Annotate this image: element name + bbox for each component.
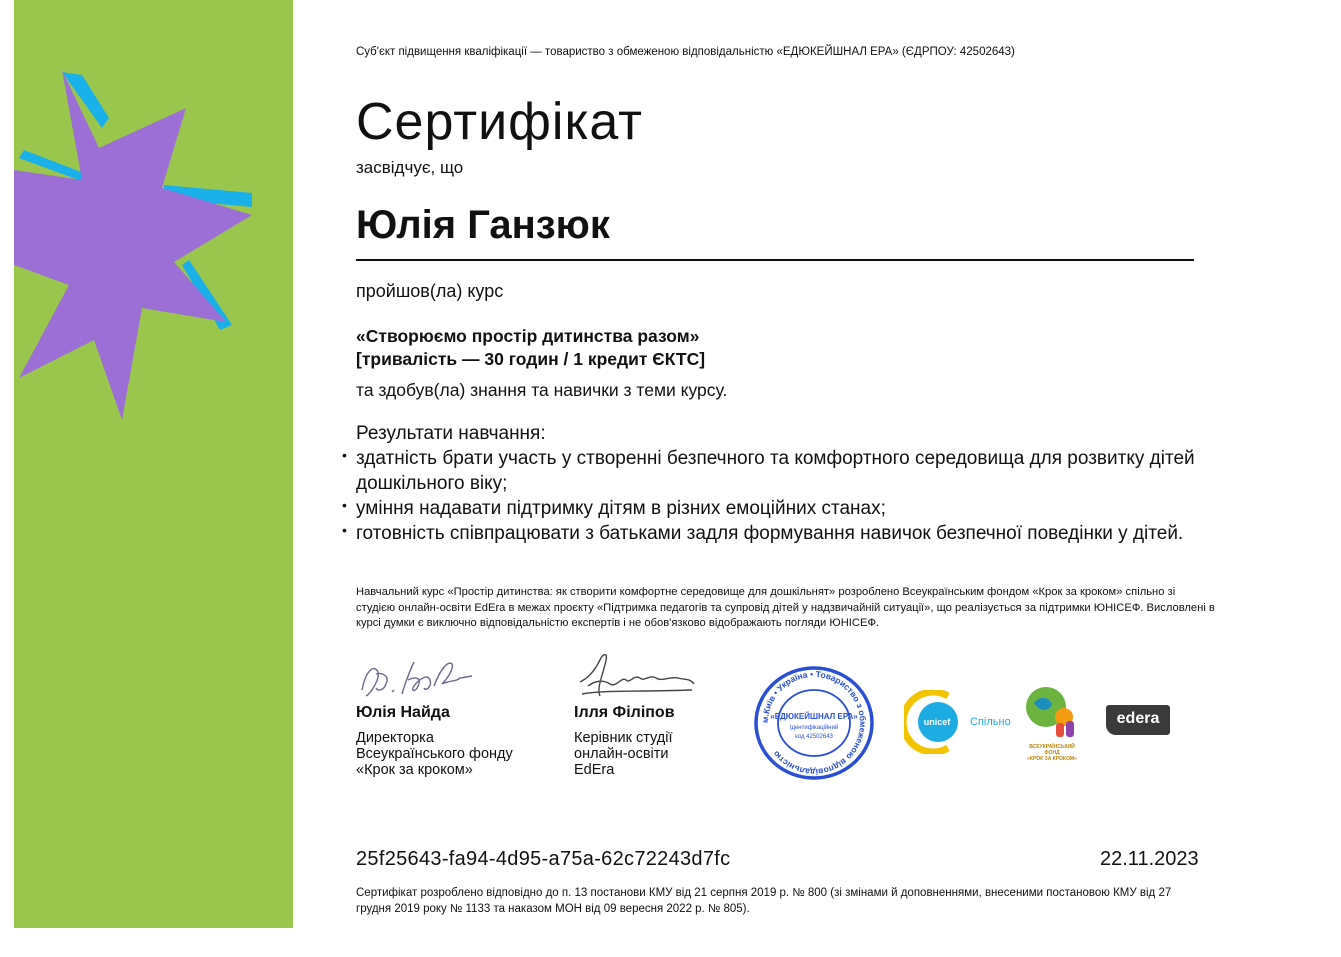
results-list (342, 446, 1206, 546)
result-text: уміння надавати підтримку дітям в різних емоційних станах; (356, 498, 886, 519)
result-text: готовність співпрацювати з батьками задля формування навичок безпечної поведінки у дітей. (356, 523, 1184, 544)
list-item (342, 496, 1206, 521)
krok-logo (1022, 685, 1082, 762)
bullet-icon: • (342, 447, 347, 463)
stamp-ring-text: м.Київ • Україна • Товариство з обмеженою відповідальністю (759, 668, 869, 778)
role-line: Керівник студії (574, 730, 673, 746)
signatory-filipov (574, 650, 704, 778)
edera-logo: edera (1106, 705, 1170, 735)
signatory-name: Юлія Найда (356, 704, 450, 721)
unicef-label: unicef (923, 717, 951, 727)
signature-icon (574, 650, 704, 702)
signatory-role (356, 730, 513, 778)
signatory-name: Ілля Філіпов (574, 704, 675, 721)
krok-line1: ВСЕУКРАЇНСЬКИЙ ФОНД (1029, 744, 1075, 756)
stamp-code: код 42502643 (795, 734, 833, 740)
stamp-title: «ЕДЮКЕЙШНАЛ ЕРА» (770, 712, 858, 721)
certifies-text: засвідчує, що (356, 158, 464, 177)
learning-results (342, 421, 1206, 546)
signatory-role (574, 730, 704, 778)
certificate-title: Сертифікат (356, 93, 643, 151)
issue-date: 22.11.2023 (1100, 848, 1199, 870)
recipient-name: Юлія Ганзюк (356, 203, 610, 247)
krok-line2: «КРОК ЗА КРОКОМ» (1027, 756, 1077, 762)
name-underline (356, 259, 1194, 261)
completed-text: пройшов(ла) курс (356, 281, 504, 301)
role-line: «Крок за кроком» (356, 762, 473, 778)
role-line: Всеукраїнського фонду (356, 746, 513, 762)
certificate-id: 25f25643-fa94-4d95-a75a-62c72243d7fc (356, 848, 731, 870)
signature-icon (356, 650, 486, 702)
role-line: онлайн-освіти (574, 746, 669, 762)
result-text: здатність брати участь у створенні безпечного та комфортного середовища для розвитку дітей дошкільного віку; (356, 448, 1195, 494)
role-line: EdEra (574, 762, 615, 778)
bullet-icon: • (342, 497, 347, 513)
unicef-logo (904, 690, 1011, 754)
course-duration: [тривалість — 30 годин / 1 кредит ЄКТС] (356, 349, 706, 369)
list-item (342, 446, 1206, 496)
stamp-sub: Ідентифікаційний (789, 725, 839, 731)
role-line: Директорка (356, 730, 434, 746)
company-stamp (752, 664, 876, 787)
list-item (342, 521, 1206, 546)
unicef-icon (904, 690, 968, 754)
signatory-naida (356, 650, 513, 778)
issuer-text: Суб'єкт підвищення кваліфікації — товариство з обмеженою відповідальністю «ЕДЮКЕЙШНАЛ ЕРА» (ЄДРПОУ: 42502643) (356, 46, 1015, 58)
svg-text:м.Київ • Україна • Товариство (760, 669, 868, 777)
course-name: «Створюємо простір дитинства разом» (356, 326, 700, 346)
acquired-text: та здобув(ла) знання та навички з теми курсу. (356, 380, 728, 400)
starburst-icon (14, 0, 293, 928)
bullet-icon: • (342, 522, 347, 538)
tree-globe-icon (1022, 685, 1082, 739)
unicef-partner-label: Спільно (970, 716, 1011, 728)
course-note: Навчальний курс «Простір дитинства: як створити комфортне середовище для дошкільнят» розроблено Всеукраїнським фондом «Крок за кроком» спільно зі студією онлайн-освіти EdEra в межах проєкту «Підтримка педагогів та супровід дітей у надзвичайній ситуації», що реалізується за підтримки ЮНІСЕФ. Висловлені в курсі думки є виключно відповідальністю експертів і не обов'язково відображають погляди ЮНІСЕФ. (356, 586, 1215, 629)
legal-footer: Сертифікат розроблено відповідно до п. 13 постанови КМУ від 21 серпня 2019 р. № 800 (зі змінами й доповненнями, внесеними постановою КМУ від 27 грудня 2019 року № 1133 та наказом МОН від 09 вересня 2022 р. № 805). (356, 887, 1172, 915)
results-heading: Результати навчання: (356, 423, 546, 444)
stamp-icon (752, 664, 876, 782)
course-block (356, 325, 705, 371)
decorative-sidebar (14, 0, 293, 928)
